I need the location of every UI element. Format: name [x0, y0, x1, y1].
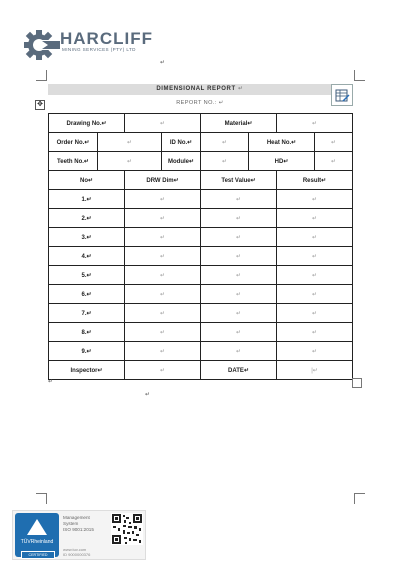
- row-number: 8.↵: [49, 323, 125, 342]
- test-value-cell[interactable]: ↵: [201, 304, 277, 323]
- paragraph-mark: ↵: [48, 379, 54, 385]
- row-number: 1.↵: [49, 190, 125, 209]
- table-row: [49, 304, 353, 323]
- logo-tagline: MINING SERVICES (PTY) LTD: [62, 47, 136, 52]
- table-row: [49, 190, 353, 209]
- tuv-logo: [15, 513, 59, 557]
- table-resize-handle[interactable]: [352, 378, 362, 388]
- hd-value[interactable]: ↵: [315, 152, 353, 171]
- test-value-cell[interactable]: ↵: [201, 285, 277, 304]
- id-no-label: ID No.↵: [162, 133, 201, 152]
- order-no-label: Order No.↵: [49, 133, 98, 152]
- paragraph-mark: ↵: [160, 60, 166, 66]
- crop-mark-bottom-right: [354, 493, 365, 504]
- report-number-label: REPORT NO.: ↵: [176, 100, 224, 106]
- result-cell[interactable]: ↵: [277, 342, 353, 361]
- result-cell[interactable]: ↵: [277, 304, 353, 323]
- heat-no-label: Heat No.↵: [249, 133, 315, 152]
- quick-parts-icon[interactable]: [331, 84, 353, 106]
- table-row: [49, 114, 353, 133]
- triangle-icon: [27, 519, 47, 535]
- result-cell[interactable]: ↵: [277, 266, 353, 285]
- crop-mark-top-left: [36, 70, 47, 81]
- date-value[interactable]: |↵: [277, 361, 353, 380]
- drw-dim-cell[interactable]: ↵: [125, 228, 201, 247]
- certification-url: www.tuv.com ID 9000000376: [63, 547, 91, 557]
- drawing-no-label: Drawing No.↵: [49, 114, 125, 133]
- table-row: [49, 247, 353, 266]
- result-cell[interactable]: ↵: [277, 247, 353, 266]
- paragraph-mark: ↵: [145, 392, 151, 398]
- heat-no-value[interactable]: ↵: [315, 133, 353, 152]
- column-header-no: No↵: [49, 171, 125, 190]
- material-label: Material↵: [201, 114, 277, 133]
- report-title: DIMENSIONAL REPORT ↵: [48, 84, 352, 95]
- drw-dim-cell[interactable]: ↵: [125, 323, 201, 342]
- teeth-no-label: Teeth No.↵: [49, 152, 98, 171]
- row-number: 2.↵: [49, 209, 125, 228]
- order-no-value[interactable]: ↵: [98, 133, 162, 152]
- drw-dim-cell[interactable]: ↵: [125, 247, 201, 266]
- column-header-drw-dim: DRW Dim↵: [125, 171, 201, 190]
- table-move-handle-icon[interactable]: ✥: [35, 100, 45, 110]
- row-number: 9.↵: [49, 342, 125, 361]
- dimensional-report-table: [48, 113, 353, 380]
- date-label: DATE↵: [201, 361, 277, 380]
- test-value-cell[interactable]: ↵: [201, 247, 277, 266]
- table-row: [49, 152, 353, 171]
- module-value[interactable]: ↵: [201, 152, 249, 171]
- result-cell[interactable]: ↵: [277, 323, 353, 342]
- qr-code-icon: [111, 513, 143, 545]
- certification-badge: [12, 510, 146, 560]
- table-row: [49, 209, 353, 228]
- result-cell[interactable]: ↵: [277, 190, 353, 209]
- drw-dim-cell[interactable]: ↵: [125, 190, 201, 209]
- certified-label: CERTIFIED: [21, 551, 55, 559]
- drw-dim-cell[interactable]: ↵: [125, 342, 201, 361]
- id-no-value[interactable]: ↵: [201, 133, 249, 152]
- drw-dim-cell[interactable]: ↵: [125, 209, 201, 228]
- result-cell[interactable]: ↵: [277, 228, 353, 247]
- table-row: [49, 228, 353, 247]
- crop-mark-top-right: [354, 70, 365, 81]
- test-value-cell[interactable]: ↵: [201, 323, 277, 342]
- tuv-brand: TÜVRheinland: [20, 539, 54, 545]
- column-header-test-value: Test Value↵: [201, 171, 277, 190]
- drw-dim-cell[interactable]: ↵: [125, 285, 201, 304]
- material-value[interactable]: ↵: [277, 114, 353, 133]
- table-footer-row: [49, 361, 353, 380]
- drw-dim-cell[interactable]: ↵: [125, 304, 201, 323]
- table-row: [49, 266, 353, 285]
- test-value-cell[interactable]: ↵: [201, 190, 277, 209]
- table-row: [49, 323, 353, 342]
- result-cell[interactable]: ↵: [277, 285, 353, 304]
- drawing-no-value[interactable]: ↵: [125, 114, 201, 133]
- drw-dim-cell[interactable]: ↵: [125, 266, 201, 285]
- teeth-no-value[interactable]: ↵: [98, 152, 162, 171]
- test-value-cell[interactable]: ↵: [201, 209, 277, 228]
- hd-label: HD↵: [249, 152, 315, 171]
- row-number: 7.↵: [49, 304, 125, 323]
- module-label: Module↵: [162, 152, 201, 171]
- column-header-result: Result↵: [277, 171, 353, 190]
- row-number: 5.↵: [49, 266, 125, 285]
- row-number: 3.↵: [49, 228, 125, 247]
- row-number: 4.↵: [49, 247, 125, 266]
- gear-icon: [22, 28, 62, 62]
- inspector-label: Inspector↵: [49, 361, 125, 380]
- table-row: [49, 342, 353, 361]
- test-value-cell[interactable]: ↵: [201, 266, 277, 285]
- company-logo: [22, 28, 162, 62]
- crop-mark-bottom-left: [36, 493, 47, 504]
- row-number: 6.↵: [49, 285, 125, 304]
- result-cell[interactable]: ↵: [277, 209, 353, 228]
- table-row: [49, 285, 353, 304]
- table-row: [49, 133, 353, 152]
- test-value-cell[interactable]: ↵: [201, 228, 277, 247]
- management-system-text: Management System ISO 9001:2015: [63, 515, 94, 532]
- inspector-value[interactable]: ↵: [125, 361, 201, 380]
- table-header-row: [49, 171, 353, 190]
- logo-name: HARCLIFF: [60, 29, 153, 48]
- test-value-cell[interactable]: ↵: [201, 342, 277, 361]
